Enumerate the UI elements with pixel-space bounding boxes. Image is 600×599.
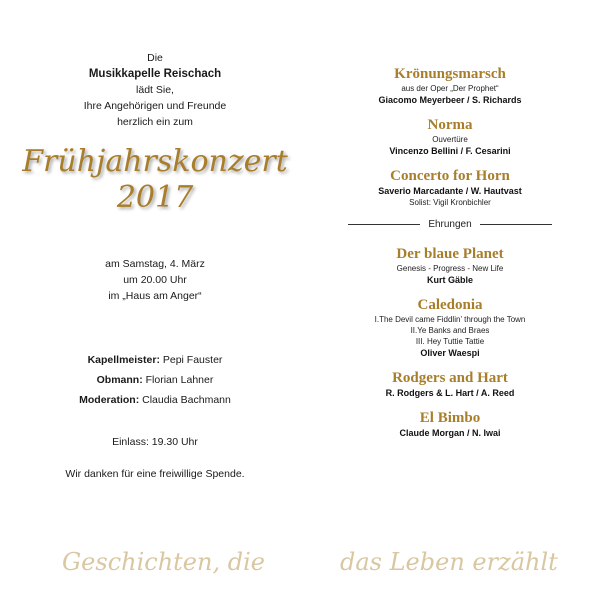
intro-line: Die [147,52,163,64]
piece-composer: Kurt Gäble [426,275,473,285]
piece-composer: Giacomo Meyerbeer / S. Richards [378,95,522,105]
role-row [20,352,290,368]
piece-subtitle: aus der Oper „Der Prophet“ [401,84,499,93]
program-piece [318,246,582,286]
role-label: Obmann: [96,374,143,386]
admission-info: Einlass: 19.30 Uhr [112,436,198,448]
program-piece [318,297,582,359]
role-value: Pepi Fauster [162,354,223,366]
piece-subtitle: Ouvertüre [432,135,468,144]
piece-title: Der blaue Planet [396,246,504,262]
event-time: um 20.00 Uhr [123,274,187,286]
piece-composer: R. Rodgers & L. Hart / A. Reed [385,388,515,398]
piece-subtitle: Genesis - Progress - New Life [396,264,504,273]
piece-composer: Saverio Marcadante / W. Hautvast [378,186,522,196]
piece-subtitle: I.The Devil came Fiddlin’ through the Town [374,315,526,324]
intro-line: lädt Sie, [136,84,174,96]
piece-title: Concerto for Horn [390,168,510,184]
program-piece [318,370,582,399]
piece-soloist: Solist: Vigil Kronbichler [409,198,491,207]
footer-slogan-right: das Leben erzählt [340,548,558,576]
piece-title: Caledonia [417,297,483,313]
event-year: 2017 [116,180,194,215]
band-name: Musikkapelle Reischach [88,68,222,80]
role-value: Florian Lahner [145,374,214,386]
intro-line: herzlich ein zum [117,116,193,128]
program-part-1 [318,66,582,208]
piece-title: Norma [427,117,473,133]
event-title: Frühjahrskonzert [22,144,288,179]
piece-composer: Vincenzo Bellini / F. Cesarini [389,146,511,156]
piece-subtitle: III. Hey Tuttie Tattie [415,337,485,346]
role-row [20,372,290,388]
program-column [318,0,582,450]
role-label: Moderation: [79,394,140,406]
thanks-note: Wir danken für eine freiwillige Spende. [65,468,245,480]
footer-slogan-left: Geschichten, die [62,548,265,576]
piece-title: El Bimbo [419,410,481,426]
program-piece [318,410,582,439]
roles-list [20,352,290,408]
role-row [20,392,290,408]
role-value: Claudia Bachmann [142,394,231,406]
event-date: am Samstag, 4. März [105,258,205,270]
program-piece [318,66,582,106]
program-part-2 [318,246,582,439]
honors-divider [318,219,582,230]
piece-composer: Oliver Waespi [420,348,480,358]
program-piece [318,117,582,157]
intro-line: Ihre Angehörigen und Freunde [83,100,227,112]
invitation-column [20,0,290,482]
divider-label: Ehrungen [428,219,472,230]
role-label: Kapellmeister: [87,354,160,366]
piece-subtitle: II.Ye Banks and Braes [410,326,490,335]
piece-composer: Claude Morgan / N. Iwai [399,428,501,438]
piece-title: Rodgers and Hart [392,370,508,386]
divider-line [348,224,420,225]
program-piece [318,168,582,208]
piece-title: Krönungsmarsch [394,66,506,82]
event-venue: im „Haus am Anger“ [108,290,202,302]
divider-line [480,224,552,225]
